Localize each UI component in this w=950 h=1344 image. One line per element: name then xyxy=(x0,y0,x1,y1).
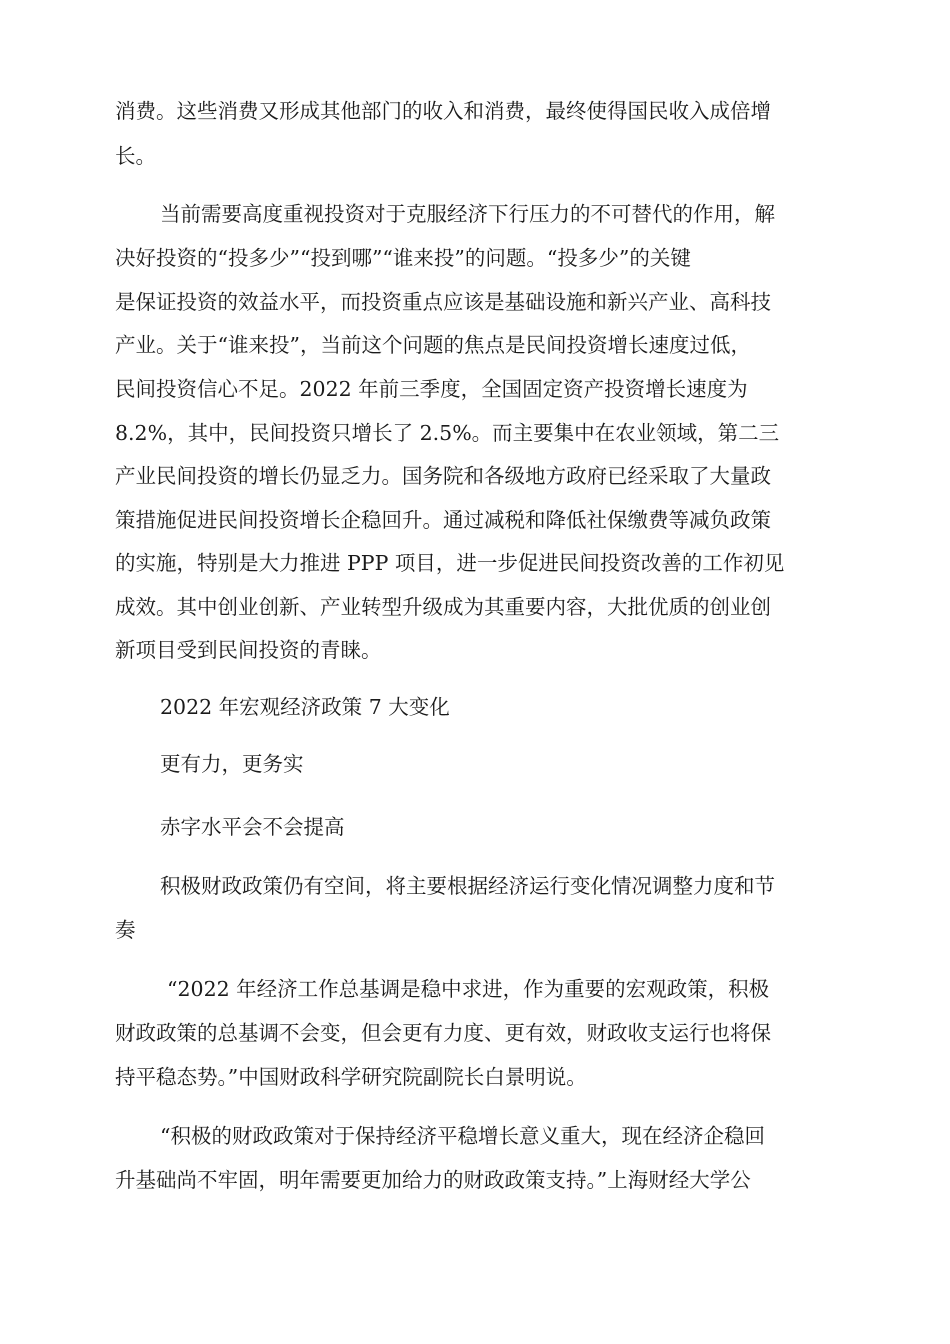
text-line: 当前需要高度重视投资对于克服经济下行压力的不可替代的作用，解 xyxy=(160,202,775,226)
subheading: 更有力，更务实 xyxy=(160,752,304,776)
text-line: 是保证投资的效益水平，而投资重点应该是基础设施和新兴产业、高科技 xyxy=(115,290,771,314)
text-line: 奏 xyxy=(115,918,136,942)
text-line: 决好投资的“投多少”“投到哪”“谁来投”的问题。“投多少”的关键 xyxy=(115,246,691,270)
text-line: 长。 xyxy=(115,144,156,168)
text-line: “2022 年经济工作总基调是稳中求进，作为重要的宏观政策，积极 xyxy=(167,977,770,1001)
text-line: 策措施促进民间投资增长企稳回升。通过减税和降低社保缴费等减负政策 xyxy=(115,508,771,532)
section-heading: 2022 年宏观经济政策 7 大变化 xyxy=(160,695,450,719)
text-line: 消费。这些消费又形成其他部门的收入和消费，最终使得国民收入成倍增 xyxy=(115,99,771,123)
text-line: 成效。其中创业创新、产业转型升级成为其重要内容，大批优质的创业创 xyxy=(115,595,771,619)
text-line: 8.2%，其中，民间投资只增长了 2.5%。而主要集中在农业领域，第二三 xyxy=(115,421,780,445)
text-line: 产业。关于“谁来投”，当前这个问题的焦点是民间投资增长速度过低， xyxy=(115,333,751,357)
text-line: 的实施，特别是大力推进 PPP 项目，进一步促进民间投资改善的工作初见 xyxy=(115,551,785,575)
text-line: 积极财政政策仍有空间，将主要根据经济运行变化情况调整力度和节 xyxy=(160,874,775,898)
text-line: 财政政策的总基调不会变，但会更有力度、更有效，财政收支运行也将保 xyxy=(115,1021,771,1045)
text-line: 产业民间投资的增长仍显乏力。国务院和各级地方政府已经采取了大量政 xyxy=(115,464,771,488)
text-line: “积极的财政政策对于保持经济平稳增长意义重大，现在经济企稳回 xyxy=(160,1124,765,1148)
text-line: 民间投资信心不足。2022 年前三季度，全国固定资产投资增长速度为 xyxy=(115,377,748,401)
text-line: 升基础尚不牢固，明年需要更加给力的财政政策支持。”上海财经大学公 xyxy=(115,1168,751,1192)
text-line: 新项目受到民间投资的青睐。 xyxy=(115,638,382,662)
subheading: 赤字水平会不会提高 xyxy=(160,815,345,839)
text-line: 持平稳态势。”中国财政科学研究院副院长白景明说。 xyxy=(115,1065,587,1089)
